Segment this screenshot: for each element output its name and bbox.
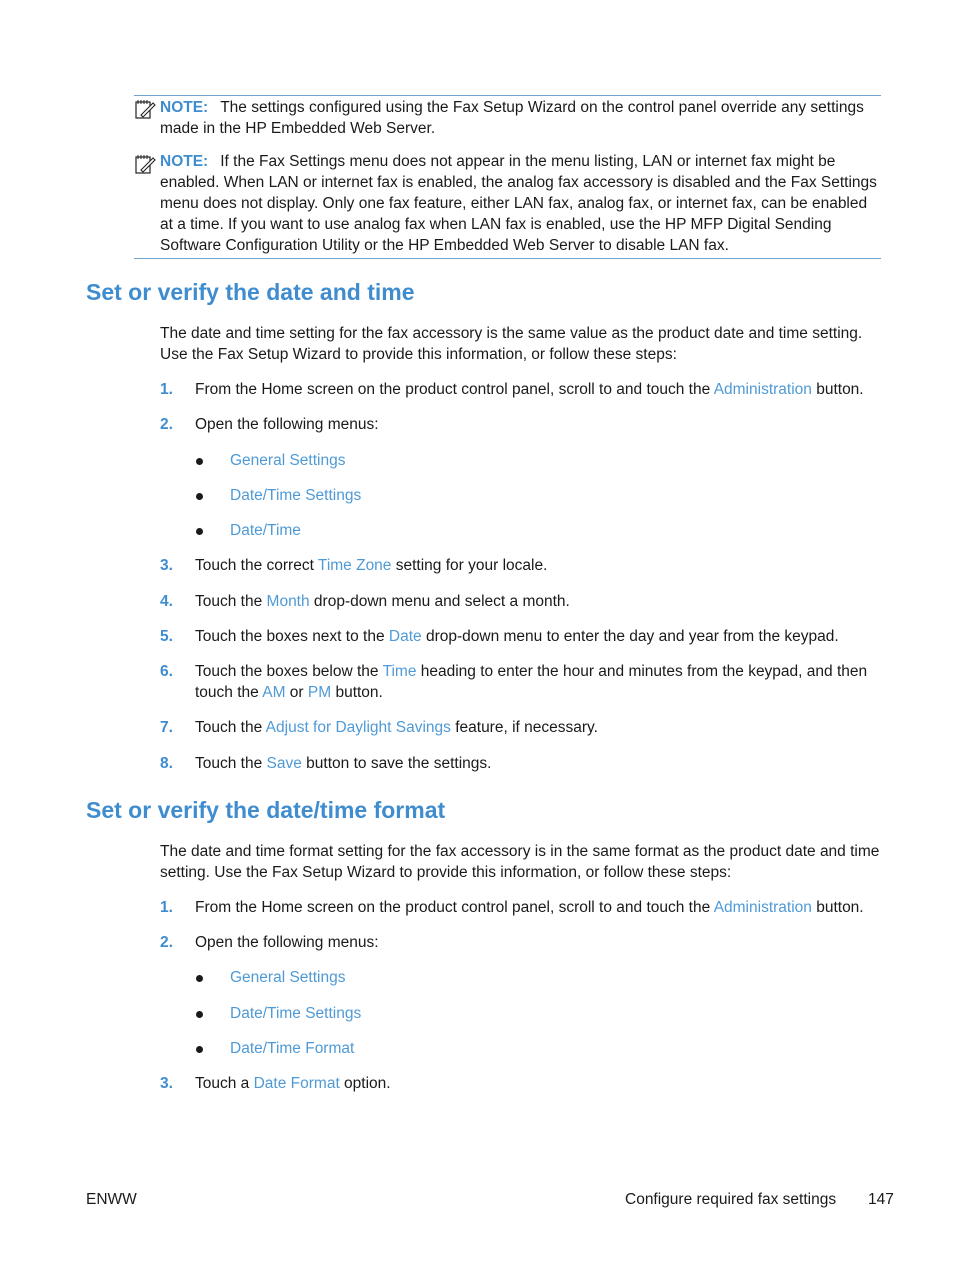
note-text [160,151,881,256]
step-number: 8. [160,755,173,772]
step-item: 5. Touch the boxes next to the Date drop-down menu to enter the day and year from the keypad. [160,628,839,645]
section-intro: The date and time setting for the fax accessory is the same value as the product date and time setting. Use the Fax Setup Wizard to provide this information, or follow these steps: [160,325,863,363]
step-number: 1. [160,899,173,916]
note-label: NOTE: [160,153,209,170]
step-number: 2. [160,416,173,433]
note-body: If the Fax Settings menu does not appear in the menu listing, LAN or internet fax might be enabled. When LAN or internet fax is enabled, the analog fax accessory is disabled and the Fax Settings menu does not display. Only one fax feature, either LAN fax, analog fax, or internet fax, can be enabled at a time. If you want to use analog fax when LAN fax is enabled, use the HP MFP Digital Sending Software Configuration Utility or the HP Embedded Web Server to disable LAN fax. [160,153,877,254]
bullet-dot [196,1046,203,1053]
note-label: NOTE: [160,99,209,116]
step-item: 4. Touch the Month drop-down menu and select a month. [160,593,570,610]
ui-term: Time Zone [317,557,392,574]
footer-page-number: 147 [868,1191,894,1208]
ui-term: Date [388,628,422,645]
section-heading-date-time-format: Set or verify the date/time format [86,797,446,823]
step-item: 1. From the Home screen on the product control panel, scroll to and touch the Administration button. [160,899,864,916]
bullet-dot [196,528,203,535]
note-body: The settings configured using the Fax Setup Wizard on the control panel override any settings made in the HP Embedded Web Server. [160,99,864,137]
ui-term: Date Format [253,1075,340,1092]
footer-section-title: Configure required fax settings [625,1191,837,1208]
menu-name: Date/Time Format [230,1040,355,1057]
ui-term: PM [307,684,332,701]
menu-name: General Settings [230,452,346,469]
step-item: 6. Touch the boxes below the Time heading to enter the hour and minutes from the keypad, and then touch the AM or PM button. [160,663,868,701]
step-number: 6. [160,663,173,680]
note-icon [134,153,156,175]
ui-term: Adjust for Daylight Savings [265,719,451,736]
section-heading-date-time: Set or verify the date and time [86,279,415,305]
step-number: 1. [160,381,173,398]
step-item: 3. Touch a Date Format option. [160,1075,391,1092]
step-number: 7. [160,719,173,736]
bullet-dot [196,1011,203,1018]
bullet-dot [196,493,203,500]
menu-name: Date/Time Settings [230,487,362,504]
step-item: 2. Open the following menus: [160,416,379,433]
step-item: 2. Open the following menus: [160,934,379,951]
ui-term: Time [382,663,417,680]
note-box [134,151,881,259]
step-item: 8. Touch the Save button to save the settings. [160,755,492,772]
footer-doc-code: ENWW [86,1191,137,1208]
step-number: 5. [160,628,173,645]
menu-name: General Settings [230,969,346,986]
ui-term: AM [262,684,286,701]
step-number: 2. [160,934,173,951]
ui-term: Save [266,755,302,772]
bullet-dot [196,975,203,982]
bullet-dot [196,458,203,465]
step-item: 3. Touch the correct Time Zone setting for your locale. [160,557,548,574]
note-box [134,95,881,139]
ui-term: Month [266,593,310,610]
step-item: 7. Touch the Adjust for Daylight Savings feature, if necessary. [160,719,598,736]
ui-term: Administration [713,899,812,916]
step-item: 1. From the Home screen on the product control panel, scroll to and touch the Administration button. [160,381,864,398]
step-number: 3. [160,1075,173,1092]
step-number: 4. [160,593,173,610]
step-number: 3. [160,557,173,574]
menu-name: Date/Time [230,522,301,539]
ui-term: Administration [713,381,812,398]
note-icon [134,98,156,120]
menu-name: Date/Time Settings [230,1005,362,1022]
note-text [160,97,881,139]
section-intro: The date and time format setting for the fax accessory is in the same format as the product date and time setting. Use the Fax Setup Wizard to provide this information, or follow these steps: [160,843,880,881]
